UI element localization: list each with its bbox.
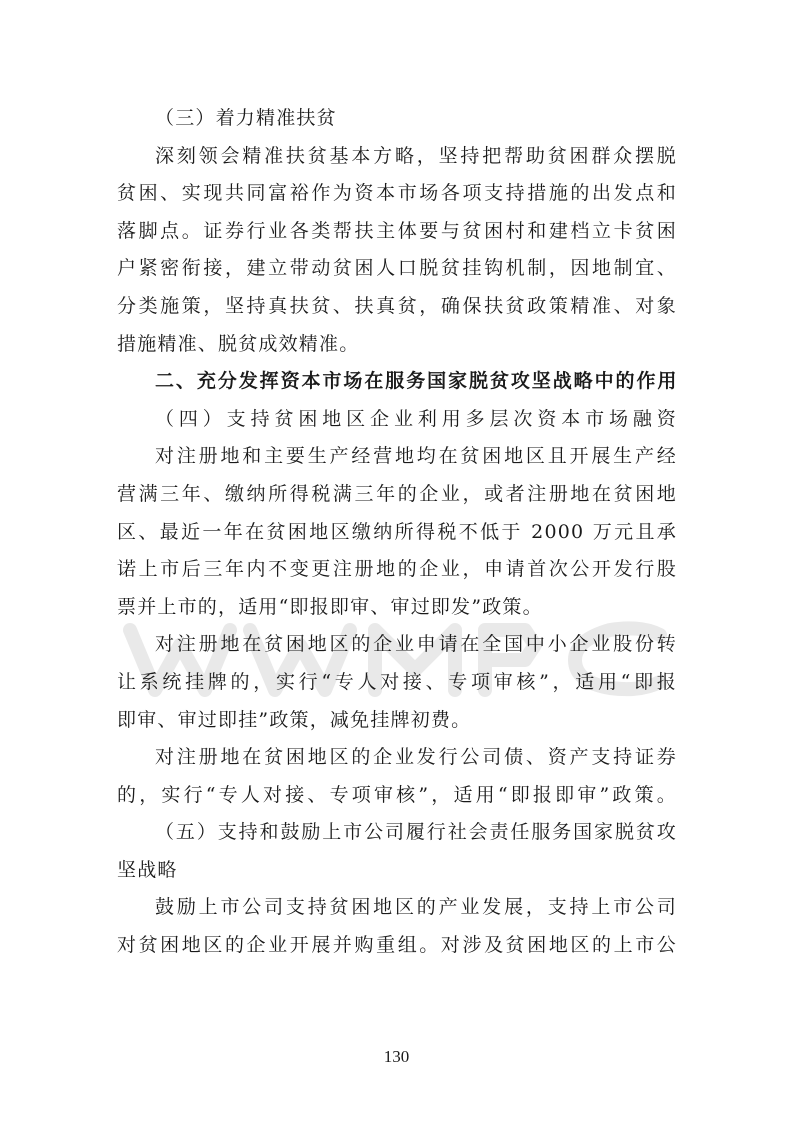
paragraph-line: 让系统挂牌的，实行“专人对接、专项审核”，适用“即报 [117,670,677,693]
subsection-heading-line: 坚战略 [117,858,178,881]
paragraph-line: 对贫困地区的企业开展并购重组。对涉及贫困地区的上市公 [117,934,677,957]
paragraph-line: 的，实行“专人对接、专项审核”，适用“即报即审”政策。 [117,783,677,806]
subsection-heading-line: （五）支持和鼓励上市公司履行社会责任服务国家脱贫攻 [155,821,677,844]
paragraph-line: 即审、审过即挂”政策，减免挂牌初费。 [117,708,472,731]
paragraph-line: 区、最近一年在贫困地区缴纳所得税不低于 2000 万元且承 [117,520,677,543]
page-number: 130 [383,1047,410,1066]
subsection-heading-line: （三）着力精准扶贫 [155,107,337,129]
paragraph-line: 贫困、实现共同富裕作为资本市场各项支持措施的出发点和 [117,182,677,205]
section-heading: 二、充分发挥资本市场在服务国家脱贫攻坚战略中的作用 [155,370,677,393]
subsection-heading-line: （四）支持贫困地区企业利用多层次资本市场融资 [155,407,677,430]
paragraph-line: 诺上市后三年内不变更注册地的企业，申请首次公开发行股 [117,558,677,581]
paragraph-line: 对注册地和主要生产经营地均在贫困地区且开展生产经 [155,445,677,468]
paragraph-line: 营满三年、缴纳所得税满三年的企业，或者注册地在贫困地 [117,482,677,505]
document-body [117,100,677,965]
paragraph-line: 票并上市的，适用“即报即审、审过即发”政策。 [117,595,543,618]
paragraph-line: 分类施策，坚持真扶贫、扶真贫，确保扶贫政策精准、对象 [117,294,677,317]
paragraph-line: 对注册地在贫困地区的企业发行公司债、资产支持证券 [155,746,677,769]
paragraph-line: 措施精准、脱贫成效精准。 [117,332,360,355]
paragraph-line: 深刻领会精准扶贫基本方略，坚持把帮助贫困群众摆脱 [155,144,677,167]
paragraph-line: 对注册地在贫困地区的企业申请在全国中小企业股份转 [155,633,677,656]
paragraph-line: 落脚点。证券行业各类帮扶主体要与贫困村和建档立卡贫困 [117,219,677,242]
paragraph-line: 户紧密衔接，建立带动贫困人口脱贫挂钩机制，因地制宜、 [117,257,677,280]
paragraph-line: 鼓励上市公司支持贫困地区的产业发展，支持上市公司 [155,896,677,919]
